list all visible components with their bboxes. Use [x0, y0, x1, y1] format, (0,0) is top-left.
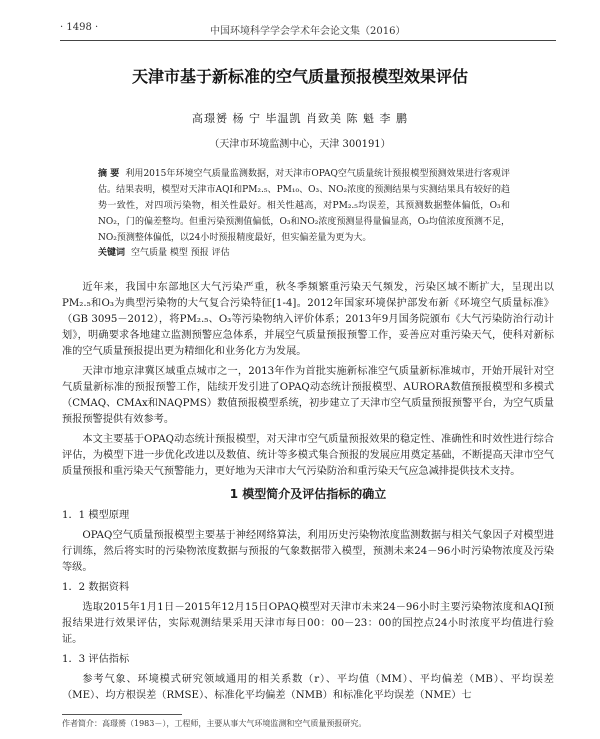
paragraph-intro: 近年来，我国中东部地区大气污染严重，秋冬季频繁重污染天气频发，污染区域不断扩大，呈现出以PM₂.₅和O₃为典型污染物的大气复合污染特征[1-4]。2012年国家环境保护部发布新《环境空气质量标准》（GB 3095－2012），将PM₂.₅、O₃等污染物纳入评价体系；2013年9月国务院颁布《大气污染防治行动计划》，明确要求各地建立监测预警应急体系，并展空气质量预报预警工作，妥善应对重污染天气，使科对新标准的空气质量预报提出更为精细化和业务化方为发展。 [62, 282, 554, 357]
author-list: 高璟赟 杨 宁 毕温凯 肖致美 陈 魁 李 鹏 [192, 112, 408, 125]
paragraph-metrics: 参考气象、环境模式研究领域通用的相关系数（r）、平均值（MM）、平均偏差（MB）、平均误差（ME）、均方根误差（RMSE）、标准化平均偏差（NMB）和标准化平均误差（NME）七 [62, 674, 554, 701]
paragraph-purpose: 本文主要基于OPAQ动态统计预报模型，对天津市空气质量预报效果的稳定性、准确性和时效性进行综合评估，为模型下进一步优化改进以及数值、统计等多模式集合预报的发展应用奠定基础，不断提高天津市空气质量预报和重污染天气预警能力，更好地为天津市大气污染防治和重污染天气应急减排提供技术支持。 [62, 434, 554, 477]
paragraph-data: 选取2015年1月1日－2015年12月15日OPAQ模型对天津市未来24－96小时主要污染物浓度和AQI预报结果进行效果评估，实际观测结果采用天津市每日00：00－23：00的国控点24小时浓度平均值进行验证。 [62, 602, 554, 645]
keywords [98, 245, 510, 261]
running-header [60, 22, 556, 40]
subsection-heading-1-1: 1．1 模型原理 [62, 510, 130, 521]
keywords-text: 空气质量 模型 预报 评估 [131, 248, 230, 258]
footnote: 作者简介：高璟赟（1983－），工程师，主要从事大气环境监测和空气质量预报研究。 [62, 719, 367, 728]
paragraph-tianjin: 天津市地京津冀区域重点城市之一，2013年作为首批实施新标准空气质量新标准城市，开始开展针对空气质量新标准的预报预警工作，陆续开发引进了OPAQ动态统计预报模型、AURORA数值预报模型和多模式（CMAQ、CMAx和NAQPMS）数值预报模型系统，初步建立了天津市空气质量预报预警平台，为空气质量预报预警提供有效参考。 [62, 366, 554, 425]
subsection-heading-1-3: 1．3 评估指标 [62, 654, 130, 665]
abstract-text: 利用2015年环境空气质量监测数据，对天津市OPAQ空气质量统计预报模型预测效果进行客观评估。结果表明，模型对天津市AQI和PM₂.₅、PM₁₀、O₃、NO₂浓度的预测结果与实测结果具有较好的趋势一致性，对四项污染物，相关性最好。相关性越高，对PM₂.₅均误差，其预测数据整体偏低，O₃和NO₂，门的偏差整均。但重污染预测值偏低，O₃和NO₂浓度预测显得量偏显高，O₃均值浓度预测不足，NO₂预测整体偏低，以24小时预报精度最好，但实偏差量为更为大。 [98, 169, 510, 243]
keywords-label: 关键词 [98, 248, 126, 258]
paper-title: 天津市基于新标准的空气质量预报模型效果评估 [131, 67, 468, 86]
journal-title: 中国环境科学学会学术年会论文集（2016） [210, 26, 406, 37]
affiliation: （天津市环境监测中心，天津 300191） [209, 139, 391, 150]
section-heading-1: 1 模型简介及评估指标的确立 [229, 487, 387, 501]
footnote-rule [62, 714, 182, 715]
header-rule [60, 40, 556, 41]
body-text [62, 272, 554, 708]
subsection-heading-1-2: 1．2 数据资料 [62, 582, 130, 593]
page-number: · 1498 · [60, 22, 99, 33]
abstract [98, 166, 510, 246]
paragraph-model-principle: OPAQ空气质量预报模型主要基于神经网络算法，利用历史污染物浓度监测数据与相关气象因子对模型进行训练，然后将实时的污染物浓度数据与预报的气象数据带入模型，预测未来24－96小时污染物浓度及污染等级。 [62, 530, 554, 573]
abstract-label: 摘 要 [98, 169, 120, 179]
